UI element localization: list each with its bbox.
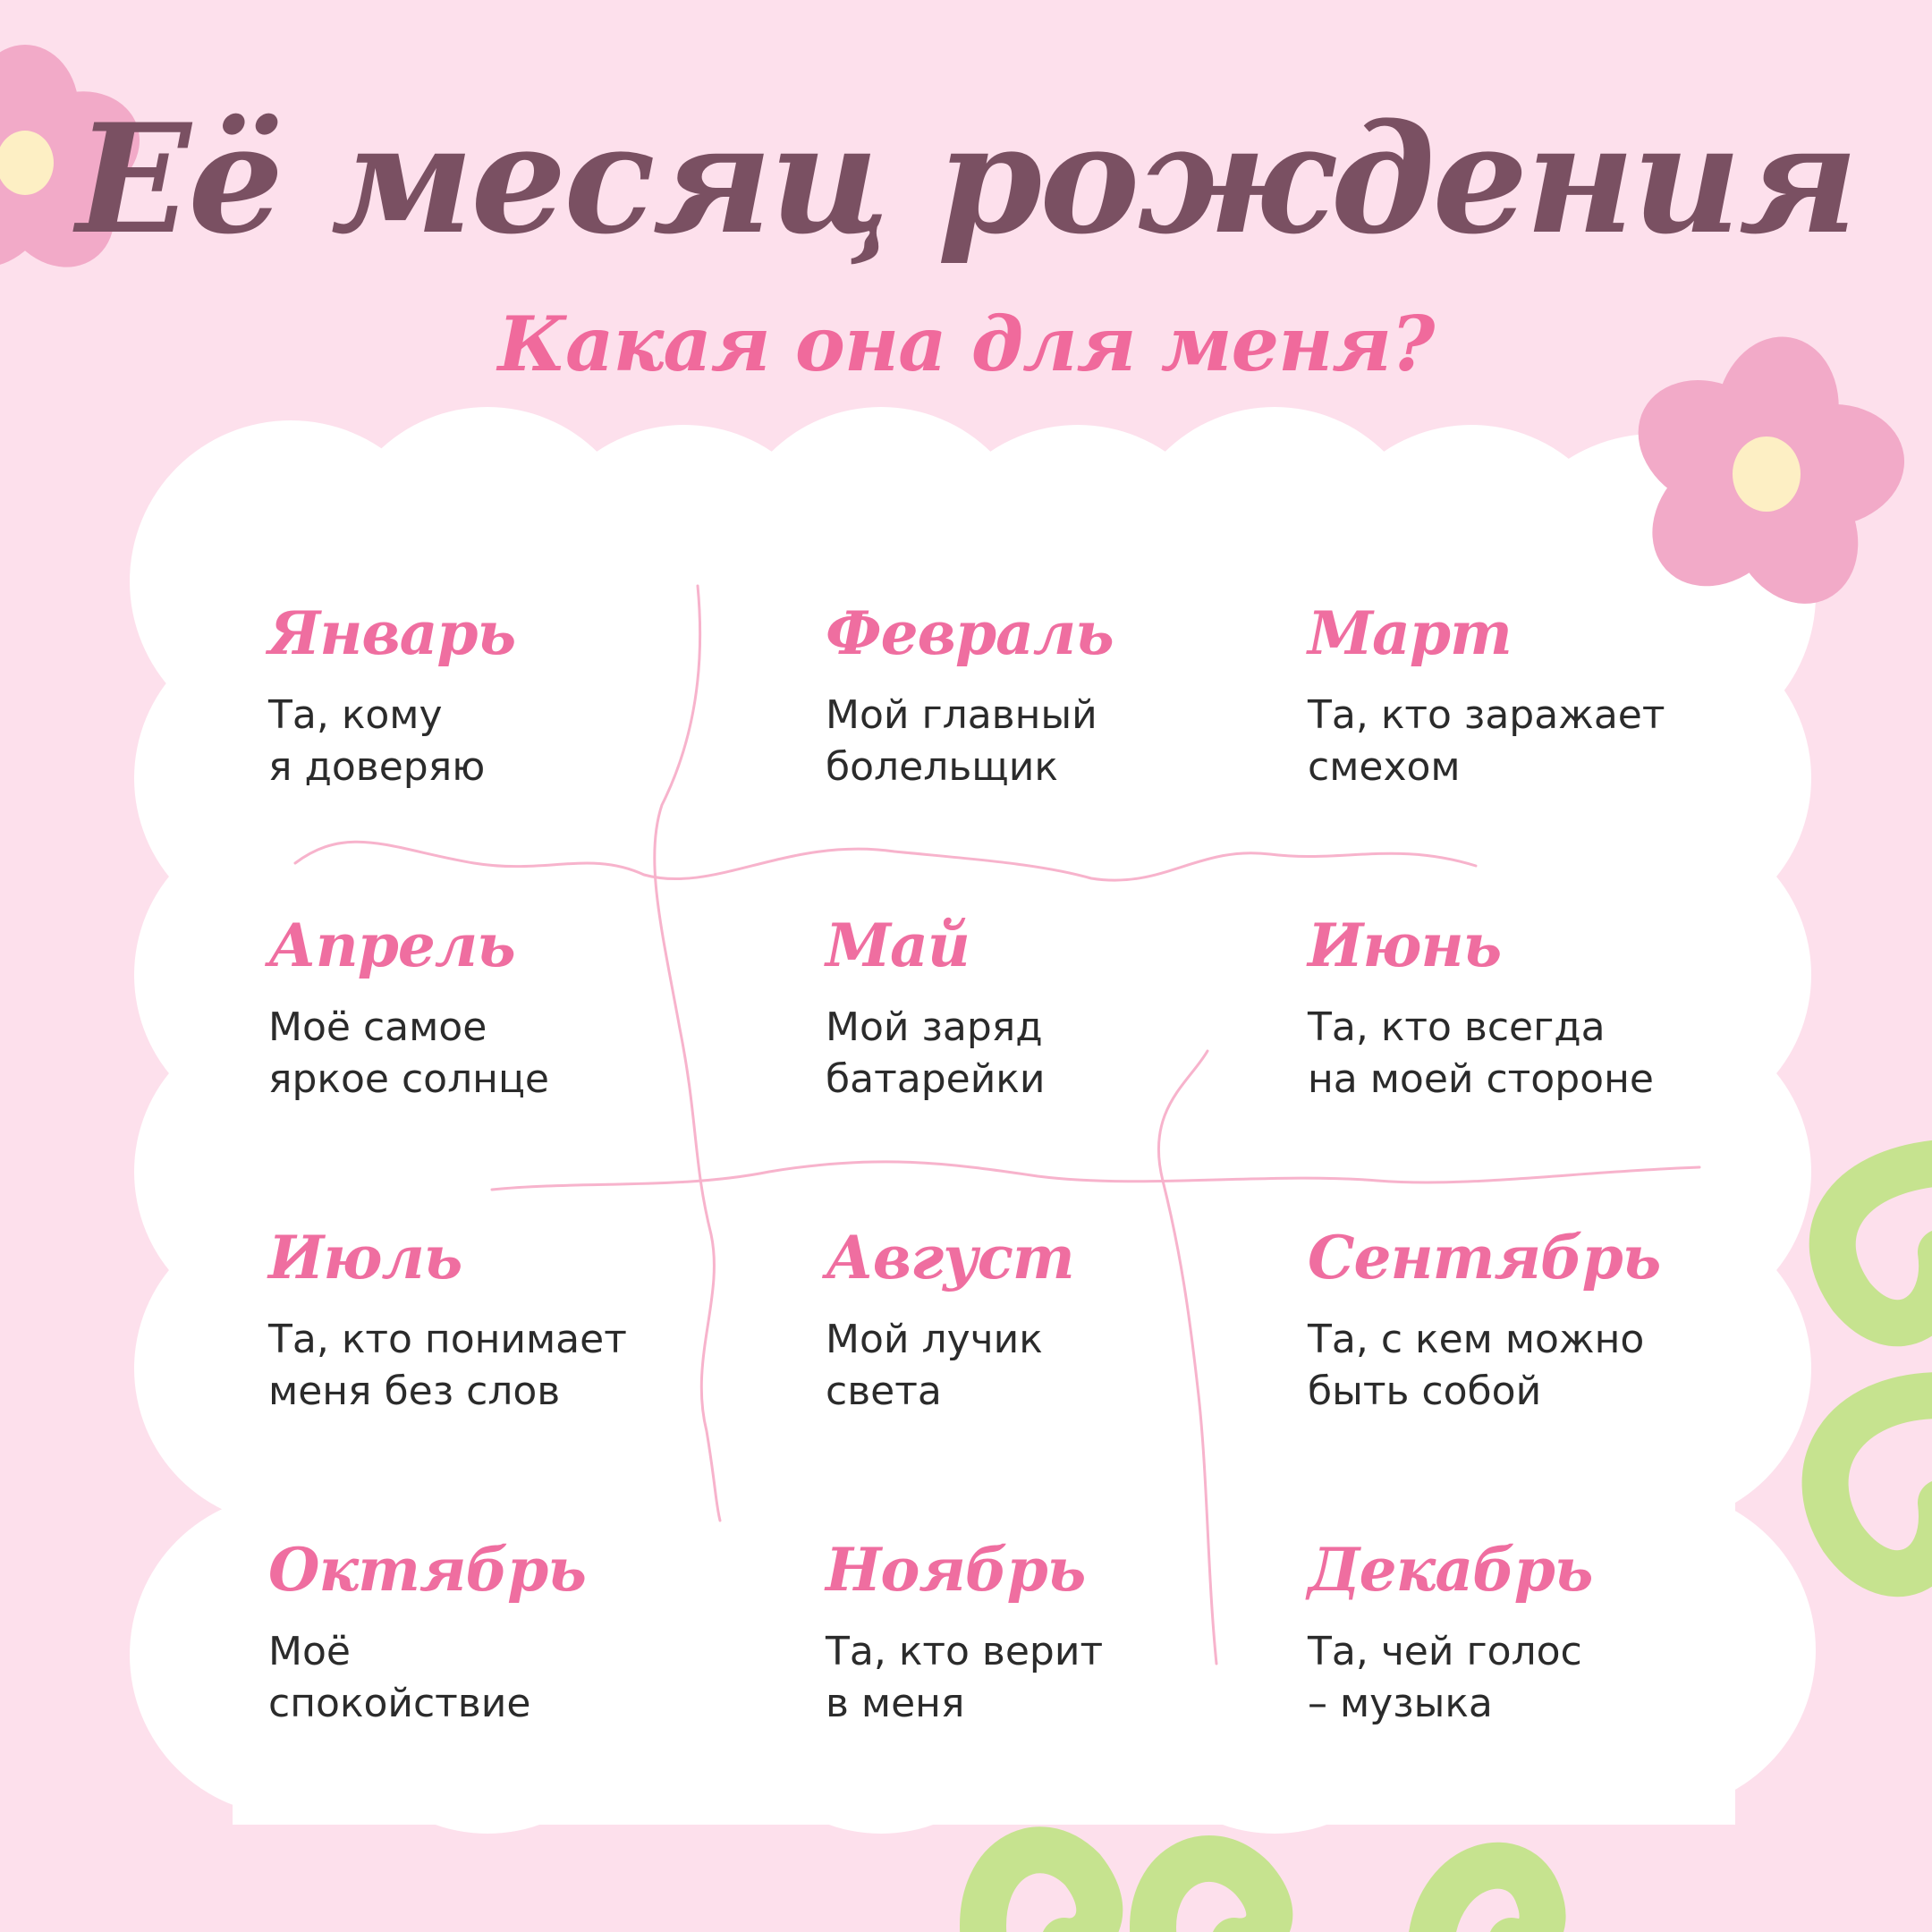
- month-description: Моё самое яркое солнце: [268, 1004, 549, 1102]
- month-card-january: [268, 598, 716, 793]
- month-card-august: [826, 1223, 1273, 1418]
- page-subtitle: Какая она для меня?: [497, 300, 1435, 388]
- month-card-november: [826, 1535, 1273, 1730]
- month-card-april: [268, 911, 716, 1106]
- month-description: Та, с кем можно быть собой: [1308, 1317, 1645, 1414]
- month-name: Октябрь: [268, 1535, 586, 1605]
- month-card-october: [268, 1535, 716, 1730]
- month-card-june: [1308, 911, 1755, 1106]
- month-description: Та, кто понимает меня без слов: [268, 1317, 627, 1414]
- month-name: Февраль: [826, 598, 1114, 668]
- month-name: Август: [826, 1223, 1074, 1292]
- month-card-may: [826, 911, 1273, 1106]
- month-description: Мой лучик света: [826, 1317, 1043, 1414]
- month-card-july: [268, 1223, 716, 1418]
- month-description: Та, чей голос – музыка: [1308, 1629, 1582, 1726]
- month-name: Май: [826, 911, 970, 980]
- month-description: Мой главный болельщик: [826, 692, 1097, 790]
- month-description: Мой заряд батарейки: [826, 1004, 1046, 1102]
- month-name: Декабрь: [1308, 1535, 1593, 1605]
- month-card-september: [1308, 1223, 1755, 1418]
- month-name: Март: [1308, 598, 1512, 668]
- month-name: Апрель: [268, 911, 515, 980]
- page-title: Её месяц рождения: [76, 90, 1856, 267]
- month-name: Июнь: [1308, 911, 1502, 980]
- month-card-march: [1308, 598, 1755, 793]
- month-name: Июль: [268, 1223, 462, 1292]
- month-description: Та, кто всегда на моей стороне: [1308, 1004, 1654, 1102]
- month-description: Та, кто заражает смехом: [1308, 692, 1665, 790]
- month-card-december: [1308, 1535, 1755, 1730]
- month-description: Та, кто верит в меня: [826, 1629, 1104, 1726]
- month-description: Моё спокойствие: [268, 1629, 531, 1726]
- month-name: Сентябрь: [1308, 1223, 1661, 1292]
- month-name: Январь: [268, 598, 516, 668]
- month-card-february: [826, 598, 1273, 793]
- month-name: Ноябрь: [826, 1535, 1086, 1605]
- month-description: Та, кому я доверяю: [268, 692, 486, 790]
